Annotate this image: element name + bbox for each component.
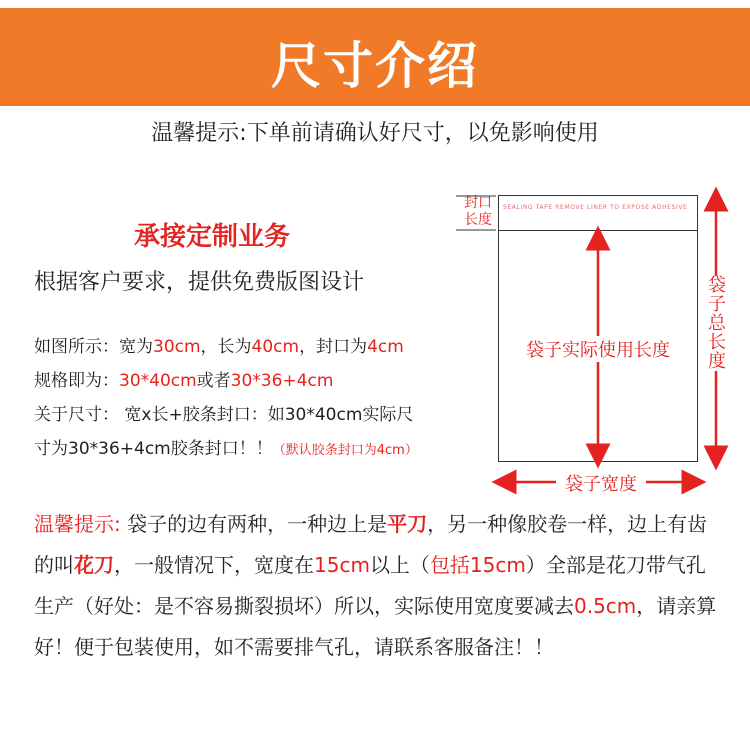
note-text: 以上（ — [369, 553, 430, 577]
spec-line-3: 关于尺寸： 宽x长+胶条封口：如30*40cm实际尺 — [34, 405, 414, 425]
spec-length-value: 40cm — [251, 337, 300, 357]
note-text: ，另一种像胶卷一样，边上有齿的叫 — [34, 512, 708, 577]
spec-text: ，长为 — [200, 337, 252, 357]
spec-default-note: （默认胶条封口为4cm） — [272, 443, 418, 458]
note-width-threshold: 15cm — [314, 553, 370, 577]
spec-size-alt-value: 30*36+4cm — [230, 371, 334, 391]
note-text: ，请亲算好！便于包装使用，如不需要排气孔，请联系客服备注！！ — [34, 594, 717, 659]
spec-text: 或者 — [196, 371, 231, 391]
note-deduction: 0.5cm — [574, 594, 637, 618]
custom-service-subtitle: 根据客户要求，提供免费版图设计 — [34, 270, 365, 295]
note-heading: 温馨提示: — [34, 512, 121, 536]
spec-text: 寸为30*36+4cm胶条封口！！ — [34, 439, 273, 459]
bag-width-label: 袋子宽度 — [556, 470, 646, 496]
note-includes: 包括15cm — [429, 553, 526, 577]
note-text: ，一般情况下，宽度在 — [114, 553, 314, 577]
spec-width-value: 30cm — [153, 337, 201, 357]
note-serrated-edge: 花刀 — [74, 553, 114, 577]
warm-tip-note — [34, 504, 724, 668]
custom-service-title: 承接定制业务 — [134, 222, 291, 252]
seal-tape-text: SEALING TAPE REMOVE LINER TO EXPOSE ADHESIVE — [503, 204, 688, 211]
note-text: ）全部是花刀带气孔生产（好处：是不容易撕裂损坏）所以，实际使用宽度要减去 — [34, 553, 706, 618]
total-length-label: 袋子总长度 — [704, 276, 730, 371]
seal-label-line: 长度 — [464, 212, 492, 228]
spec-seal-value: 4cm — [367, 337, 404, 357]
note-flat-edge: 平刀 — [387, 512, 428, 536]
order-tip: 温馨提示:下单前请确认好尺寸，以免影响使用 — [151, 121, 599, 146]
inner-length-label: 袋子实际使用长度 — [510, 336, 686, 362]
page-title: 尺寸介绍 — [271, 37, 479, 95]
spec-text: 规格即为： — [34, 371, 119, 391]
spec-text: 如图所示：宽为 — [34, 337, 153, 357]
seal-label-line: 封口 — [464, 195, 492, 211]
spec-text: ，封口为 — [299, 337, 368, 357]
note-text: 袋子的边有两种，一种边上是 — [120, 512, 388, 536]
spec-size-value: 30*40cm — [119, 371, 197, 391]
